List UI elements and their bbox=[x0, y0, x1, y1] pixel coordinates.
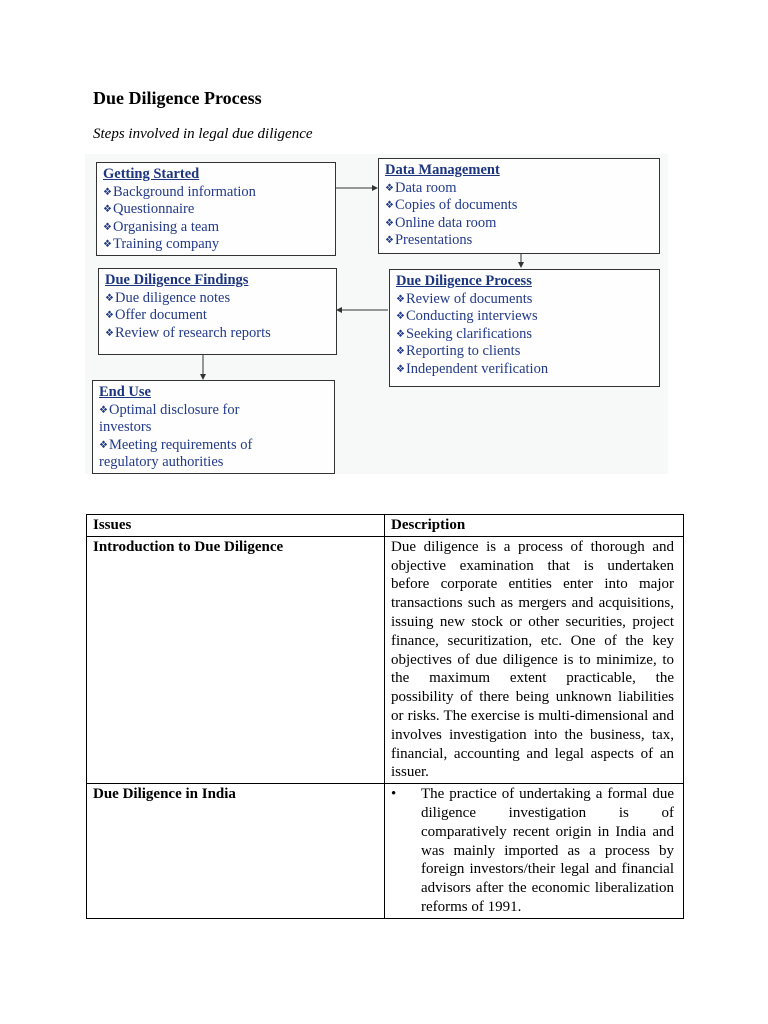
issues-table bbox=[86, 514, 684, 919]
table-row bbox=[87, 784, 684, 919]
table-row bbox=[87, 536, 684, 783]
process-title: Due Diligence Process bbox=[396, 273, 532, 289]
description-cell: Due diligence is a process of thorough and objective examination that is undertaken before corporate entities enter into major transactions such as mergers and acquisitions, issuing new stock or other securities, project finance, securitization, etc. One of the key objectives of due diligence is to minimize, to the maximum extent practicable, the possibility of there being unknown liabilities or risks. The exercise is multi-dimensional and involves investigation into the business, tax, financial, accounting and legal aspects of an issuer. bbox=[385, 536, 684, 783]
getting-started-item: ❖ Questionnaire bbox=[103, 201, 329, 219]
end-use-box bbox=[92, 380, 335, 474]
process-item: ❖ Review of documents bbox=[396, 291, 653, 309]
description-cell bbox=[385, 784, 684, 919]
process-box bbox=[389, 269, 660, 387]
getting-started-box bbox=[96, 162, 336, 256]
table-header-row bbox=[87, 515, 684, 537]
end-use-item: ❖ Optimal disclosure for bbox=[99, 402, 328, 420]
end-use-item: ❖ Meeting requirements of bbox=[99, 437, 328, 455]
process-item: ❖ Reporting to clients bbox=[396, 343, 653, 361]
process-item: ❖ Conducting interviews bbox=[396, 308, 653, 326]
header-description: Description bbox=[385, 515, 684, 537]
process-item: ❖ Independent verification bbox=[396, 361, 653, 379]
issue-cell: Due Diligence in India bbox=[87, 784, 385, 919]
issue-cell: Introduction to Due Diligence bbox=[87, 536, 385, 783]
header-issues: Issues bbox=[87, 515, 385, 537]
data-management-item: ❖ Online data room bbox=[385, 215, 653, 233]
page-subtitle: Steps involved in legal due diligence bbox=[93, 126, 313, 142]
end-use-title: End Use bbox=[99, 384, 151, 400]
bullet-icon: • bbox=[391, 786, 397, 803]
getting-started-item: ❖ Background information bbox=[103, 184, 329, 202]
end-use-item: regulatory authorities bbox=[99, 454, 224, 470]
getting-started-item: ❖ Training company bbox=[103, 236, 329, 254]
data-management-box bbox=[378, 158, 660, 254]
end-use-item: investors bbox=[99, 419, 152, 435]
data-management-item: ❖ Presentations bbox=[385, 232, 653, 250]
findings-item: ❖ Offer document bbox=[105, 307, 330, 325]
findings-item: ❖ Due diligence notes bbox=[105, 290, 330, 308]
process-diagram bbox=[85, 154, 668, 474]
getting-started-item: ❖ Organising a team bbox=[103, 219, 329, 237]
data-management-title: Data Management bbox=[385, 162, 500, 178]
data-management-item: ❖ Data room bbox=[385, 180, 653, 198]
process-item: ❖ Seeking clarifications bbox=[396, 326, 653, 344]
bullet-text: The practice of undertaking a formal due diligence investigation is of comparatively recent origin in India and was mainly imported as a process by foreign investors/their legal and financial advisors after the economic liberalization reforms of 1991. bbox=[421, 786, 674, 915]
page-title: Due Diligence Process bbox=[93, 88, 262, 108]
getting-started-title: Getting Started bbox=[103, 166, 200, 182]
data-management-item: ❖ Copies of documents bbox=[385, 197, 653, 215]
findings-title: Due Diligence Findings bbox=[105, 272, 249, 288]
findings-box bbox=[98, 268, 337, 355]
findings-item: ❖ Review of research reports bbox=[105, 325, 330, 343]
